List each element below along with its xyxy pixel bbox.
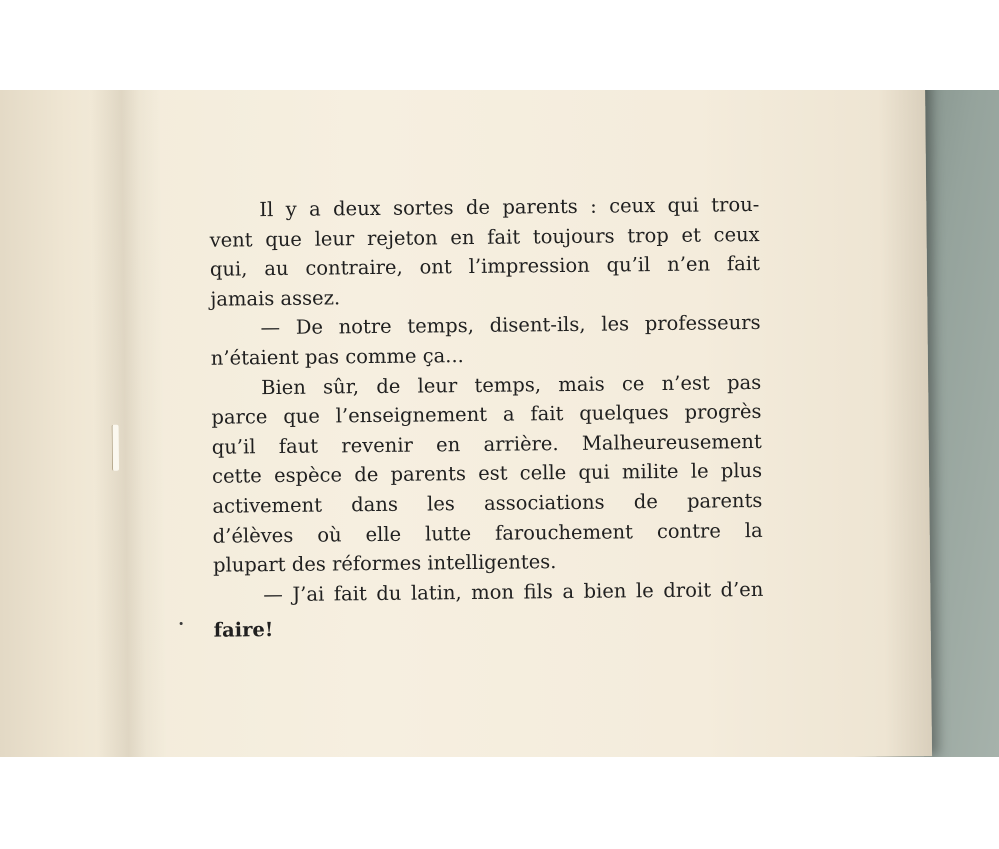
book-page (0, 90, 932, 757)
text-line: — J’ai fait du latin, mon fils a bien le droit d’en (263, 577, 764, 606)
text-line: cette espèce de parents est celle qui milite le plus (211, 459, 763, 489)
paper-speck (180, 622, 183, 625)
text-line: parce que l’enseignement a fait quelques progrès (211, 400, 762, 429)
book-photo (0, 90, 999, 757)
page-text (209, 190, 764, 645)
text-line: qui, au contraire, ont l’impression qu’il n’en fait (209, 252, 761, 281)
text-line: — De notre temps, disent-ils, les professeurs (260, 311, 761, 340)
text-line: activement dans les associations de parents (212, 488, 763, 518)
text-line: qu’il faut revenir en arrière. Malheureusement (211, 429, 762, 459)
binding-thread (112, 425, 119, 471)
text-line: Bien sûr, de leur temps, mais ce n’est pas (261, 370, 762, 399)
text-line: Il y a deux sortes de parents : ceux qui trou- (259, 192, 760, 222)
text-line: n’étaient pas comme ça... (210, 344, 464, 370)
text-line: d’élèves où elle lutte farouchement contre la (212, 518, 763, 548)
text-line: jamais assez. (210, 286, 341, 311)
text-line: plupart des réformes intelligentes. (212, 550, 557, 577)
text-line: faire! (213, 618, 274, 642)
text-line: vent que leur rejeton en fait toujours trop et ceux (209, 222, 760, 252)
page-gutter-shadow (90, 90, 167, 757)
